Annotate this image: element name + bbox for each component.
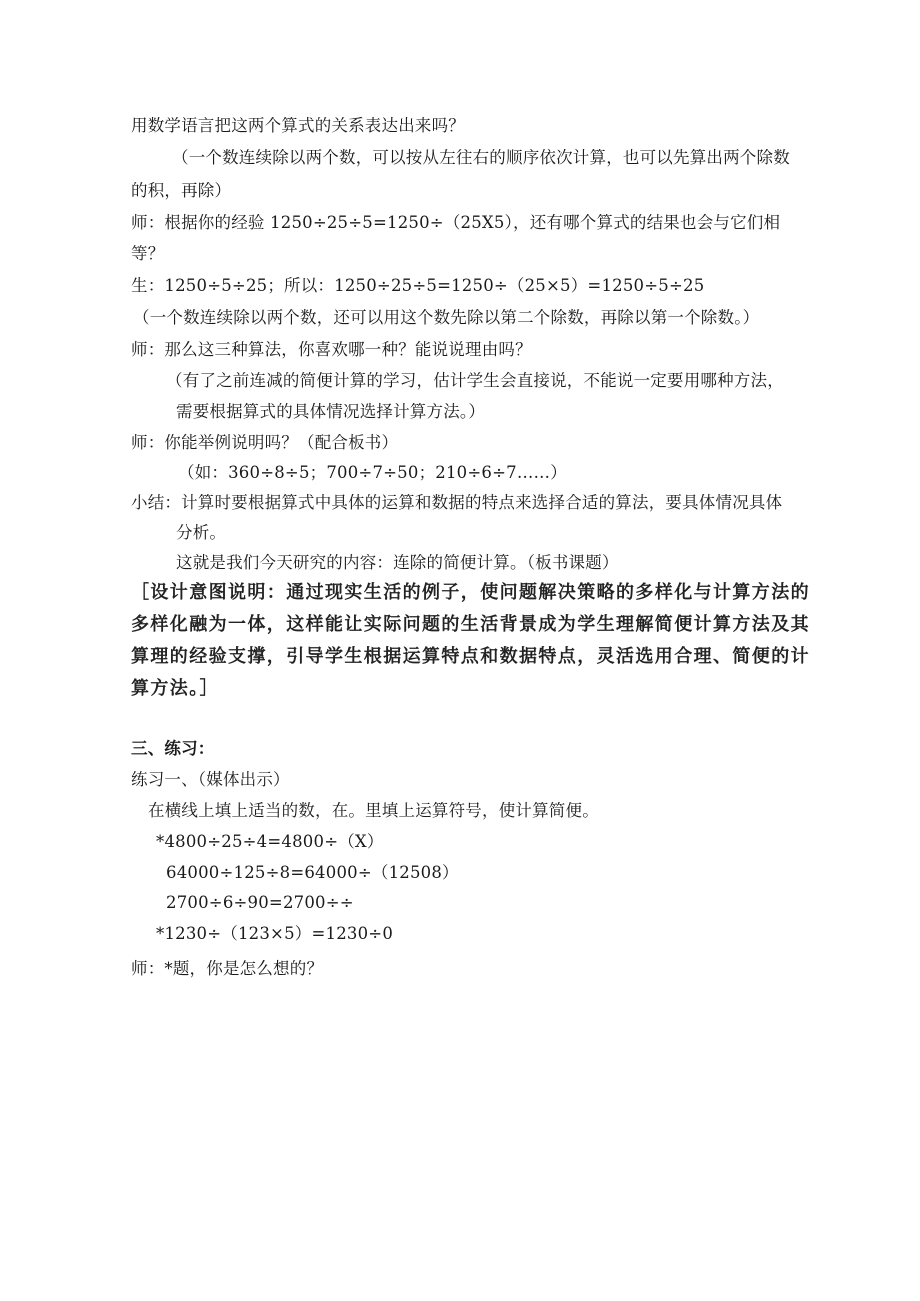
design-note-line: 算方法。］ xyxy=(131,678,219,699)
text-line: 的积，再除） xyxy=(131,181,232,200)
text-line: （如：360÷8÷5；700÷7÷50；210÷6÷7……） xyxy=(178,463,567,482)
text-line: 师：根据你的经验 1250÷25÷5=1250÷（25X5），还有哪个算式的结果也会与它们相 xyxy=(131,213,781,232)
text-line: 需要根据算式的具体情况选择计算方法。） xyxy=(176,402,486,421)
section-title: 三、练习： xyxy=(131,739,215,758)
closing-question: 师：*题，你是怎么想的？ xyxy=(131,959,324,978)
text-line: 生：1250÷5÷25；所以：1250÷25÷5=1250÷（25×5）=1250÷5÷25 xyxy=(131,276,705,295)
text-line: 师：那么这三种算法，你喜欢哪一种？能说说理由吗？ xyxy=(131,340,532,359)
text-line: （有了之前连减的简便计算的学习，估计学生会直接说，不能说一定要用哪种方法， xyxy=(166,371,784,390)
text-line: 师：你能举例说明吗？（配合板书） xyxy=(131,433,399,452)
exercise-instruction: 在横线上填上适当的数，在。里填上运算符号，使计算简便。 xyxy=(148,801,599,820)
text-line: 等？ xyxy=(131,244,165,263)
design-note-line: 多样化融为一体，这样能让实际问题的生活背景成为学生理解简便计算方法及其 xyxy=(131,614,810,635)
text-line: 分析。 xyxy=(176,523,227,542)
design-note-line: 算理的经验支撑，引导学生根据运算特点和数据特点，灵活选用合理、简便的计 xyxy=(131,646,810,667)
design-note-line: ［设计意图说明：通过现实生活的例子，使问题解决策略的多样化与计算方法的 xyxy=(131,582,810,603)
text-line: 用数学语言把这两个算式的关系表达出来吗？ xyxy=(131,116,465,135)
exercise-item: *4800÷25÷4=4800÷（X） xyxy=(156,832,384,851)
exercise-item: 64000÷125÷8=64000÷（12508） xyxy=(166,863,459,882)
text-line: 小结：计算时要根据算式中具体的运算和数据的特点来选择合适的算法，要具体情况具体 xyxy=(131,493,783,512)
exercise-title: 练习一、（媒体出示） xyxy=(131,770,290,789)
exercise-item: *1230÷（123×5）=1230÷0 xyxy=(156,924,394,943)
exercise-item: 2700÷6÷90=2700÷÷ xyxy=(166,893,354,912)
text-line: （一个数连续除以两个数，可以按从左往右的顺序依次计算，也可以先算出两个除数 xyxy=(172,148,790,167)
text-line: 这就是我们今天研究的内容：连除的简便计算。（板书课题） xyxy=(176,553,619,572)
text-line: （一个数连续除以两个数，还可以用这个数先除以第二个除数，再除以第一个除数。） xyxy=(133,308,760,327)
